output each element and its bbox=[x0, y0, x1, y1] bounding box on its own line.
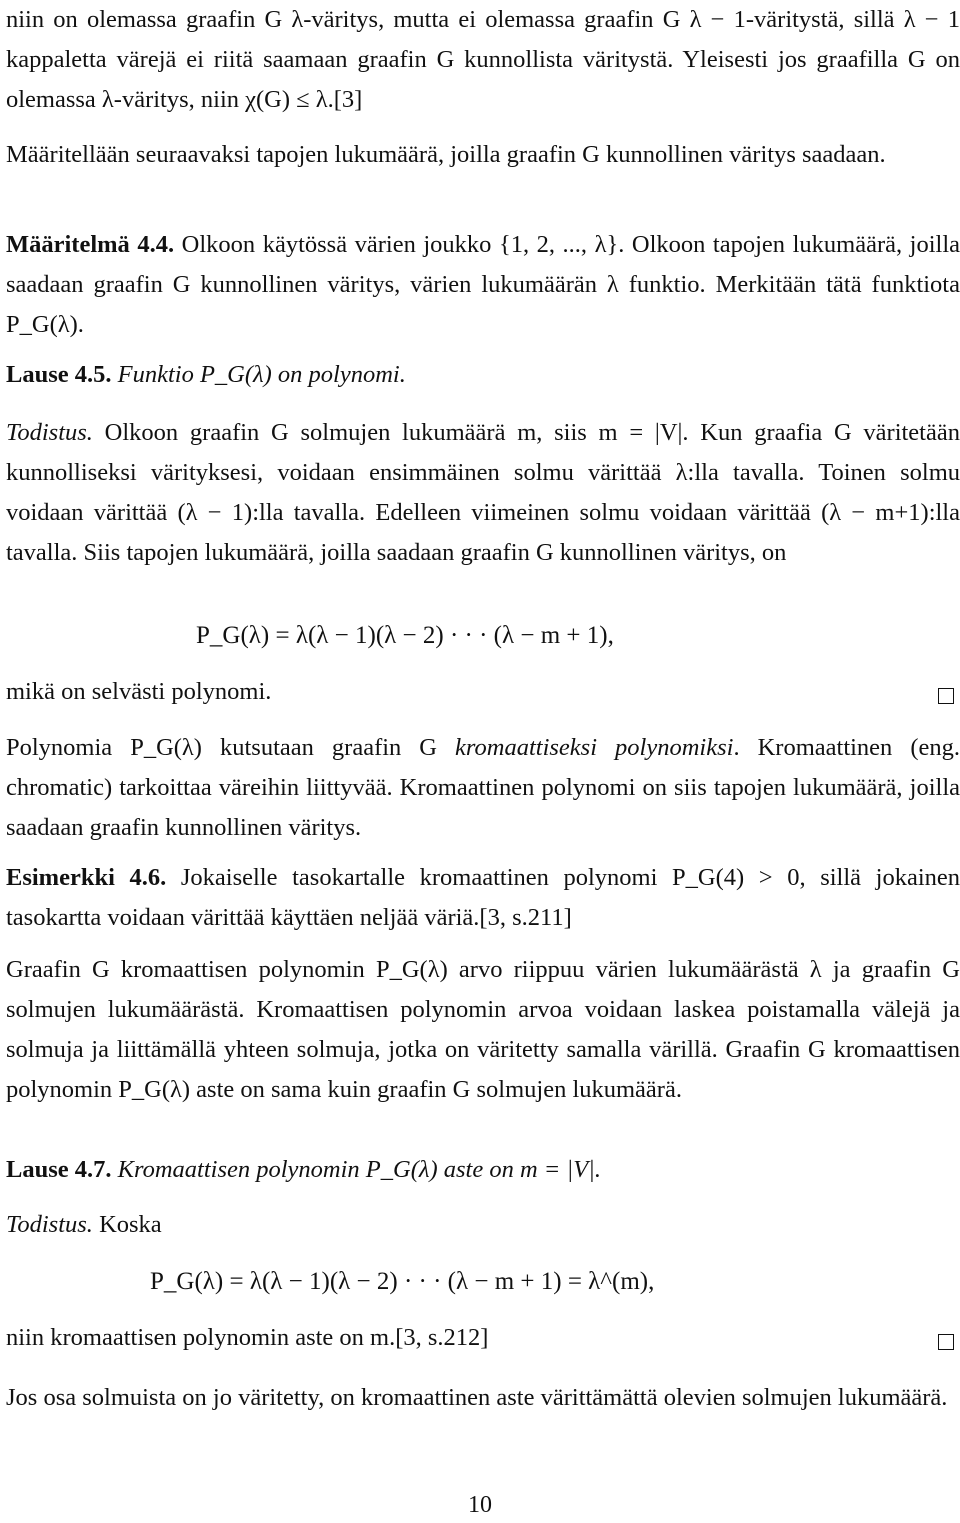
definition-label: Määritelmä 4.4. bbox=[6, 231, 175, 258]
paragraph-polynomial bbox=[6, 728, 960, 848]
paragraph-last: Jos osa solmuista on jo väritetty, on kromaattinen aste värittämättä olevien solmujen lukumäärä. bbox=[6, 1384, 948, 1411]
example-label: Esimerkki 4.6. bbox=[6, 864, 167, 891]
proof-4-5-end: mikä on selvästi polynomi. bbox=[6, 678, 272, 705]
qed-symbol bbox=[938, 1334, 954, 1350]
paragraph-graafin: Graafin G kromaattisen polynomin P_G(λ) arvo riippuu värien lukumäärästä λ ja graafin G solmujen lukumäärästä. Kromaattisen polynomin arvoa voidaan laskea poistamalla välejä ja solmuja ja liittämällä yhteen solmuja, jotka on väritetty samalla värillä. Graafin G kromaattisen polynomin P_G(λ) aste on sama kuin graafin G solmujen lukumäärä. bbox=[6, 956, 960, 1103]
proof-4-5 bbox=[6, 413, 960, 573]
qed-symbol bbox=[938, 688, 954, 704]
paragraph-definition-lead: Määritellään seuraavaksi tapojen lukumäärä, joilla graafin G kunnollinen väritys saadaan. bbox=[6, 141, 886, 168]
example-4-6 bbox=[6, 858, 960, 938]
theorem-text: Funktio P_G(λ) on polynomi. bbox=[111, 361, 406, 388]
theorem-4-7 bbox=[6, 1150, 960, 1190]
proof-text: Koska bbox=[92, 1211, 162, 1238]
equation-chromatic-polynomial: P_G(λ) = λ(λ − 1)(λ − 2) · · · (λ − m + 1), bbox=[196, 622, 614, 649]
proof-4-7 bbox=[6, 1205, 960, 1245]
proof-label: Todistus. bbox=[6, 1211, 93, 1238]
theorem-label: Lause 4.7. bbox=[6, 1156, 112, 1183]
example-text: Jokaiselle tasokartalle kromaattinen polynomi P_G(4) > 0, sillä jokainen tasokartta voidaan värittää käyttäen neljää väriä.[3, s.211] bbox=[6, 864, 960, 931]
equation-degree: P_G(λ) = λ(λ − 1)(λ − 2) · · · (λ − m + 1) = λ^(m), bbox=[150, 1268, 655, 1295]
polynomial-text-b: . Kromaattinen (eng. chromatic) tarkoittaa väreihin liittyvää. Kromaattinen polynomi on siis tapojen lukumäärä, joilla saadaan graafin kunnollinen väritys. bbox=[6, 734, 960, 841]
polynomial-text-a: Polynomia P_G(λ) kutsutaan graafin G bbox=[6, 734, 456, 761]
page-number: 10 bbox=[468, 1492, 492, 1518]
paragraph-intro: niin on olemassa graafin G λ-väritys, mutta ei olemassa graafin G λ − 1-väritystä, sillä λ − 1 kappaletta värejä ei riitä saamaan graafin G kunnollista väritystä. Yleisesti jos graafilla G on olemassa λ-väritys, niin χ(G) ≤ λ.[3] bbox=[6, 6, 960, 113]
polynomial-term: kromaattiseksi polynomiksi bbox=[455, 734, 734, 761]
proof-text: Olkoon graafin G solmujen lukumäärä m, siis m = |V|. Kun graafia G väritetään kunnolliseksi värityksesi, voidaan ensimmäinen solmu värittää λ:lla tavalla. Toinen solmu voidaan värittää (λ − 1):lla tavalla. Edelleen viimeinen solmu voidaan värittää (λ − m+1):lla tavalla. Siis tapojen lukumäärä, joilla saadaan graafin G kunnollinen väritys, on bbox=[6, 419, 960, 566]
theorem-text: Kromaattisen polynomin P_G(λ) aste on m = |V|. bbox=[111, 1156, 602, 1183]
theorem-4-5 bbox=[6, 355, 960, 395]
proof-label: Todistus. bbox=[6, 419, 93, 446]
definition-4-4 bbox=[6, 225, 960, 345]
proof-4-7-end: niin kromaattisen polynomin aste on m.[3, s.212] bbox=[6, 1324, 489, 1351]
theorem-label: Lause 4.5. bbox=[6, 361, 112, 388]
definition-text: Olkoon käytössä värien joukko {1, 2, ..., λ}. Olkoon tapojen lukumäärä, joilla saadaan graafin G kunnollinen väritys, värien lukumäärän λ funktio. Merkitään tätä funktiota P_G(λ). bbox=[6, 231, 960, 338]
